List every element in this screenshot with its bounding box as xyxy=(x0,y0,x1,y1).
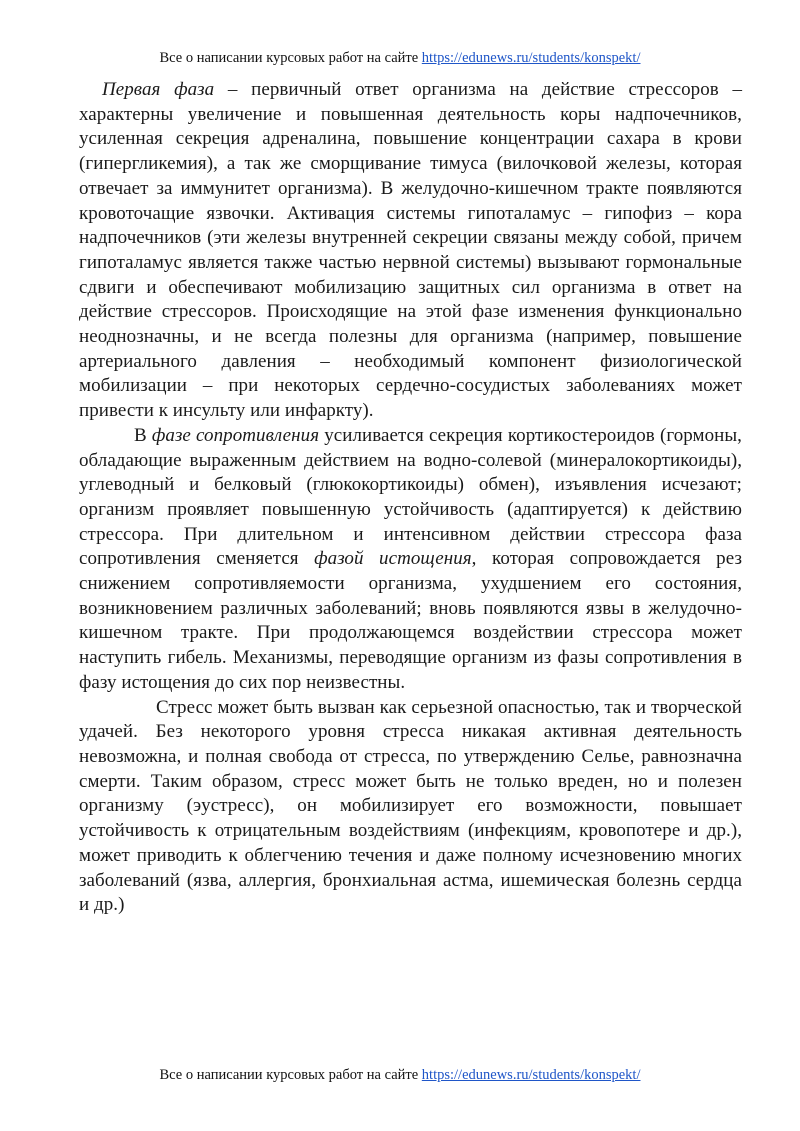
paragraph-first-phase xyxy=(79,78,742,424)
paragraph-text: Стресс может быть вызван как серьезной опасностью, так и творческой удачей. Без некоторого уровня стресса никакая активная деятельность невозможна, и полная свобода от стресса, по утверждению Селье, равнозначна смерти. Таким образом, стресс может быть не только вреден, но и полезен организму (эустресс), он мобилизирует его возможности, повышает устойчивость к отрицательным воздействиям (инфекциям, кровопотере и др.), может приводить к облегчению течения и даже полному исчезновению многих заболеваний (язва, аллергия, бронхиальная астма, ишемическая болезнь сердца и др.) xyxy=(79,696,742,916)
paragraph-text: – первичный ответ организма на действие стрессоров – характерны увеличение и повышенная деятельность коры надпочечников, усиленная секреция адреналина, повышение концентрации сахара в крови (гипергликемия), а так же сморщивание тимуса (вилочковой железы, которая отвечает за иммунитет организма). В желудочно-кишечном тракте появляются кровоточащие язвочки. Активация системы гипоталамус – гипофиз – кора надпочечников (эти железы внутренней секреции связаны между собой, причем гипоталамус является также частью нервной системы) вызывают гормональные сдвиги и обеспечивают мобилизацию защитных сил организма в ответ на действие стрессоров. Происходящие на этой фазе изменения функционально неоднозначны, и не всегда полезны для организма (например, повышение артериального давления – необходимый компонент физиологической мобилизации – при некоторых сердечно-сосудистых заболеваниях может привести к инсульту или инфаркту). xyxy=(79,79,742,422)
page-header xyxy=(0,49,800,67)
paragraph-lead: В xyxy=(134,424,152,446)
term-exhaustion-phase: фазой истощения xyxy=(314,548,472,570)
paragraph-stress xyxy=(79,696,742,918)
footer-link[interactable]: https://edunews.ru/students/konspekt/ xyxy=(421,1067,641,1083)
term-resistance-phase: фазе сопротивления xyxy=(151,424,320,446)
paragraph-text: усиливается секреция кортикостероидов (гормоны, обладающие выраженным действием на водно-солевой (минералокортикоиды), углеводный и белковый (глюкокортикоиды) обмен), изъявления исчезают; организм проявляет повышенную устойчивость (адаптируется) к действию стрессора. При длительном и интенсивном действии стрессора фаза сопротивления сменяется xyxy=(79,424,742,570)
paragraph-text: , которая сопровождается рез снижением сопротивляемости организма, ухудшением его состояния, возникновением различных заболеваний; вновь появляются язвы в желудочно-кишечном тракте. При продолжающемся воздействии стрессора может наступить гибель. Механизмы, переводящие организм из фазы сопротивления в фазу истощения до сих пор неизвестны. xyxy=(79,548,742,693)
term-first-phase: Первая фаза xyxy=(102,79,215,100)
document-body xyxy=(79,78,742,918)
header-text: Все о написании курсовых работ на сайте xyxy=(159,50,422,66)
page-footer xyxy=(0,1066,800,1084)
paragraph-resistance-phase xyxy=(79,424,742,696)
header-link[interactable]: https://edunews.ru/students/konspekt/ xyxy=(421,50,641,66)
footer-text: Все о написании курсовых работ на сайте xyxy=(159,1067,422,1083)
